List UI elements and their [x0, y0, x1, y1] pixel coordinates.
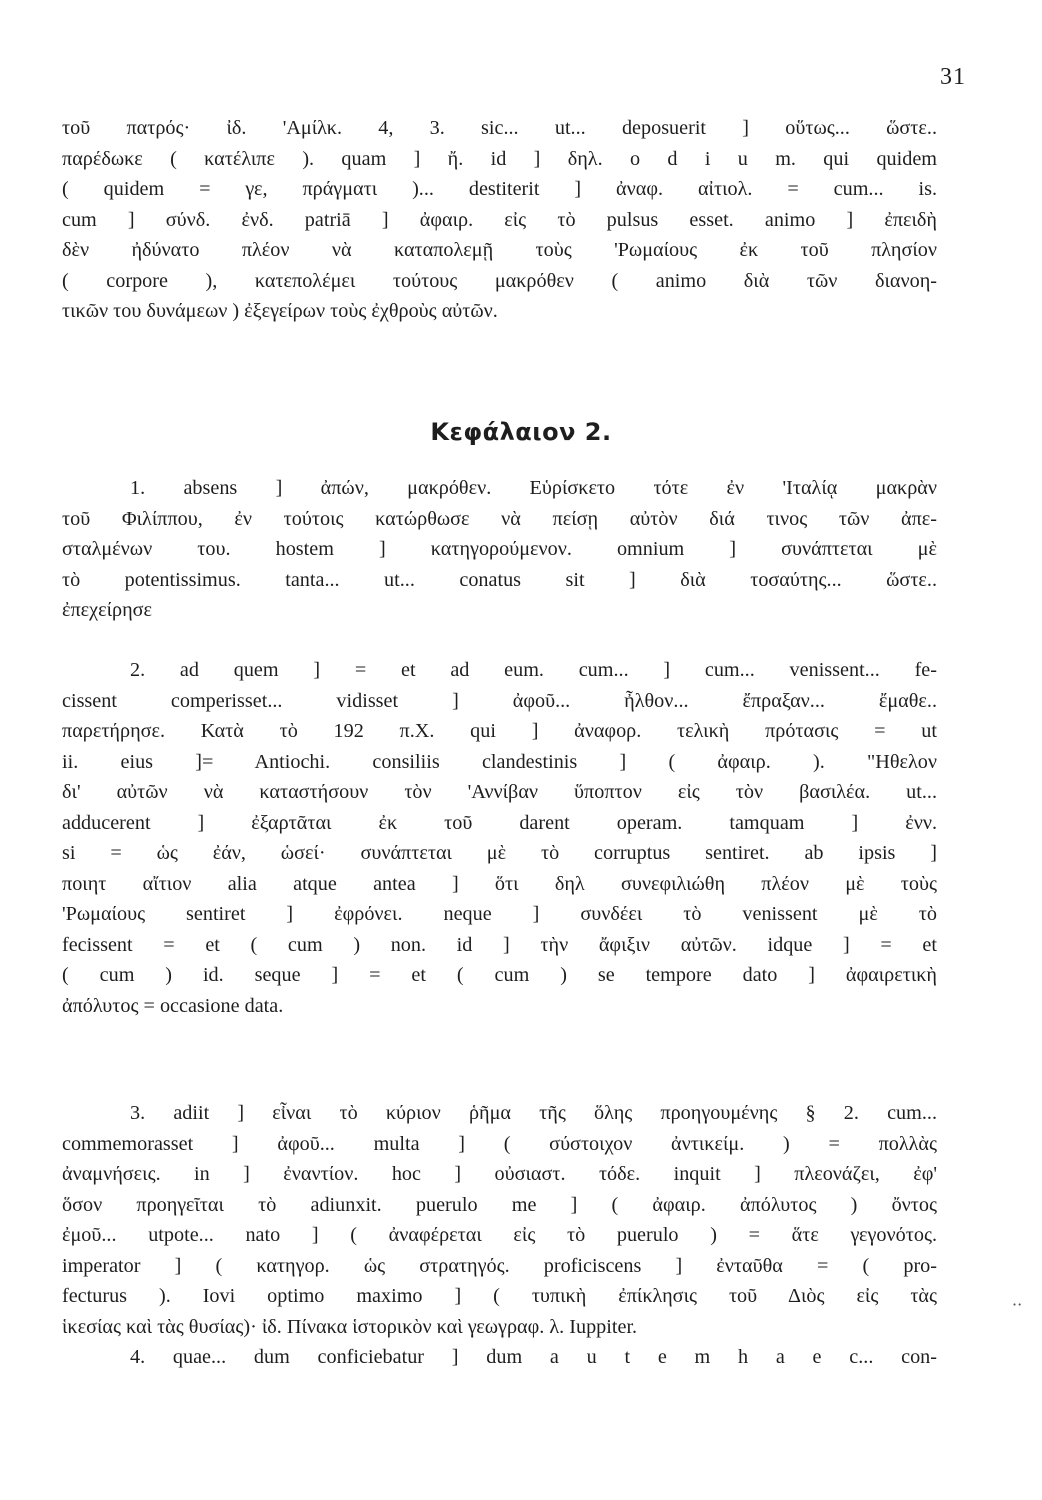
text-line: imperator ] ( κατηγορ. ὡς στρατηγός. proficiscens ] ἐνταῦθα = ( pro- — [62, 1254, 937, 1277]
top-paragraph — [62, 113, 937, 327]
text-line: fecturus ). Iovi optimo maximo ] ( τυπικὴ ἐπίκλησις τοῦ Διὸς εἰς τὰς — [62, 1285, 937, 1307]
text-line: ποιητ αἴτιον alia atque antea ] ὅτι δηλ συνεφιλιώθη πλέον μὲ τοὺς — [62, 872, 937, 895]
text-line: τοῦ Φιλίππου, ἐν τούτοις κατώρθωσε νὰ πείσῃ αὐτὸν διά τινος τῶν ἀπε- — [62, 507, 937, 530]
text-line: ἐμοῦ... utpote... nato ] ( ἀναφέρεται εἰς τὸ puerulo ) = ἅτε γεγονότος. — [62, 1224, 937, 1246]
text-line: 4. quae... dum conficiebatur ] dum a u t e m h a e c... con- — [130, 1346, 937, 1368]
text-line: ἀπόλυτος = occasione data. — [62, 994, 284, 1017]
text-line: si = ὡς ἐάν, ὡσεί· συνάπτεται μὲ τὸ corruptus sentiret. ab ipsis ] — [62, 842, 937, 864]
text-line: 3. adiit ] εἶναι τὸ κύριον ῥῆμα τῆς ὅλης προηγουμένης § 2. cum... — [130, 1102, 937, 1124]
text-line: adducerent ] ἐξαρτᾶται ἐκ τοῦ darent operam. tamquam ] ἐνν. — [62, 811, 937, 834]
page-number: 31 — [940, 64, 966, 90]
section-2 — [62, 655, 937, 1021]
text-line: ( corpore ), κατεπολέμει τούτους μακρόθεν ( animo διὰ τῶν διανοη- — [62, 269, 937, 292]
text-line: σταλμένων του. hostem ] κατηγορούμενον. omnium ] συνάπτεται μὲ — [62, 538, 937, 560]
text-line: cum ] σύνδ. ἐνδ. patriā ] ἀφαιρ. εἰς τὸ pulsus esset. animo ] ἐπειδὴ — [62, 208, 937, 231]
text-line: ὅσον προηγεῖται τὸ adiunxit. puerulo me ] ( ἀφαιρ. ἀπόλυτος ) ὄντος — [62, 1193, 937, 1216]
text-line: τὸ potentissimus. tanta... ut... conatus sit ] διὰ τοσαύτης... ὥστε.. — [62, 568, 937, 591]
text-line: 'Ρωμαίους sentiret ] ἐφρόνει. neque ] συνδέει τὸ venissent μὲ τὸ — [62, 903, 937, 925]
text-line: 2. ad quem ] = et ad eum. cum... ] cum... venissent... fe- — [130, 659, 937, 681]
text-line: παρέδωκε ( κατέλιπε ). quam ] ἤ. id ] δηλ. o d i u m. qui quidem — [62, 147, 937, 170]
text-line: ( quidem = γε, πράγματι )... destiterit ] ἀναφ. αἰτιολ. = cum... is. — [62, 178, 937, 200]
text-line: 1. absens ] ἀπών, μακρόθεν. Εὑρίσκετο τότε ἐν 'Ιταλίᾳ μακρὰν — [130, 477, 937, 499]
section-4 — [62, 1342, 937, 1373]
text-line: ii. eius ]= Antiochi. consiliis clandestinis ] ( ἀφαιρ. ). "Ηθελον — [62, 750, 937, 773]
text-line: cissent comperisset... vidisset ] ἀφοῦ... ἦλθον... ἔπραξαν... ἔμαθε.. — [62, 689, 937, 712]
text-line: ἱκεσίας καὶ τὰς θυσίας)· ἰδ. Πίνακα ἱστορικὸν καὶ γεωγραφ. λ. Iuppiter. — [62, 1315, 638, 1338]
text-line: δὲν ἠδύνατο πλέον νὰ καταπολεμῇ τοὺς 'Ρωμαίους ἐκ τοῦ πλησίον — [62, 239, 937, 261]
section-1 — [62, 473, 937, 626]
text-line: commemorasset ] ἀφοῦ... multa ] ( σύστοιχον ἀντικείμ. ) = πολλὰς — [62, 1132, 937, 1155]
scan-speck: ·· — [1012, 1295, 1023, 1314]
section-3 — [62, 1098, 937, 1342]
text-line: τοῦ πατρός· ἰδ. 'Αμίλκ. 4, 3. sic... ut... deposuerit ] οὕτως... ὥστε.. — [62, 117, 937, 139]
text-line: τικῶν του δυνάμεων ) ἐξεγείρων τοὺς ἐχθροὺς αὐτῶν. — [62, 300, 498, 322]
chapter-heading: Κεφάλαιον 2. — [430, 418, 612, 446]
text-line: δι' αὐτῶν νὰ καταστήσουν τὸν 'Αννίβαν ὕποπτον εἰς τὸν βασιλέα. ut... — [62, 781, 937, 803]
text-line: παρετήρησε. Κατὰ τὸ 192 π.Χ. qui ] ἀναφορ. τελικὴ πρότασις = ut — [62, 720, 937, 742]
text-line: ( cum ) id. seque ] = et ( cum ) se tempore dato ] ἀφαιρετικὴ — [62, 964, 937, 986]
text-line: fecissent = et ( cum ) non. id ] τὴν ἄφιξιν αὐτῶν. idque ] = et — [62, 933, 937, 956]
text-line: ἀναμνήσεις. in ] ἐναντίον. hoc ] οὐσιαστ. τόδε. inquit ] πλεονάζει, ἐφ' — [62, 1163, 937, 1185]
text-line: ἐπεχείρησε — [62, 599, 153, 621]
